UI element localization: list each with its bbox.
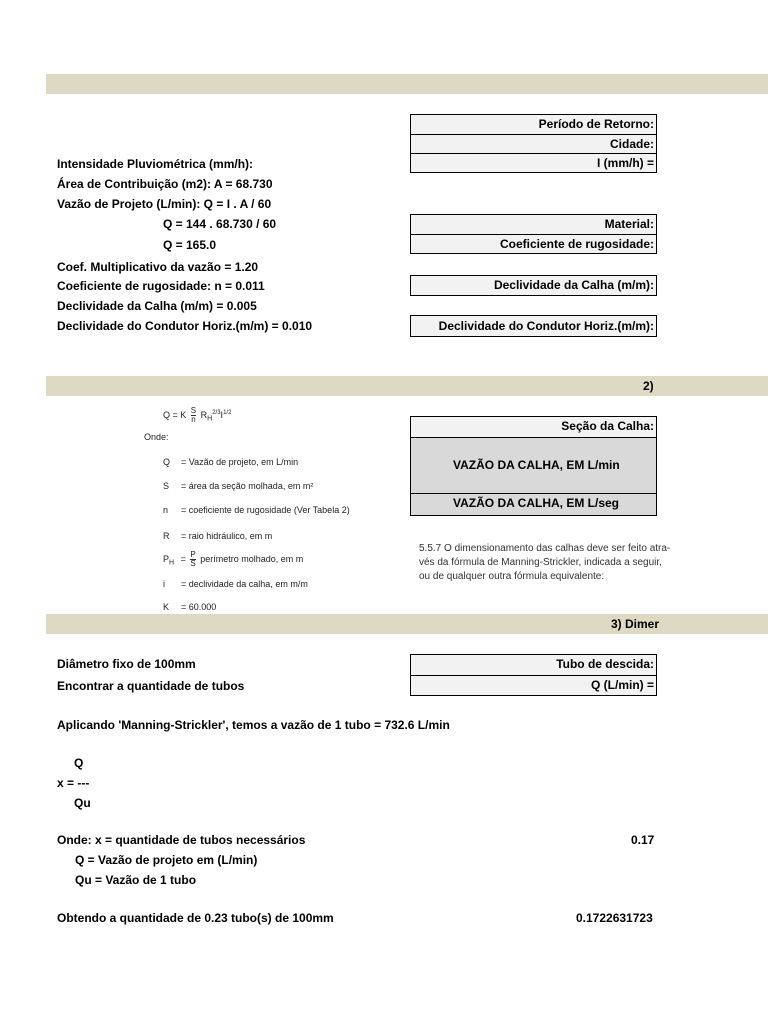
header-band (46, 74, 768, 94)
aplicando-line: Aplicando 'Manning-Strickler', temos a vazão de 1 tubo = 732.6 L/min (57, 718, 450, 732)
def-n: n = coeficiente de rugosidade (Ver Tabela 2) (163, 505, 350, 515)
x-denominator: Qu (74, 796, 91, 810)
tubo-descida-box (410, 654, 657, 696)
decliv-condutor-box (410, 315, 657, 337)
periodo-retorno-label: Período de Retorno: (411, 115, 656, 135)
x-numerator: Q (74, 756, 84, 770)
vazao-lmin-box (410, 437, 657, 494)
secao-calha-label: Seção da Calha: (561, 419, 654, 433)
value-long: 0.1722631723 (576, 911, 653, 925)
section-2-band (46, 376, 768, 396)
nbr-text-1: 5.5.7 O dimensionamento das calhas deve ser feito atra- (419, 543, 671, 554)
formula-main: Q = K $\frac{S}{n}$ $R_H^{2/3}I^{1/2}$ (163, 406, 232, 424)
material-box (410, 214, 657, 254)
area-line: Área de Contribuição (m2): A = 68.730 (57, 177, 273, 191)
decliv-calha-label: Declividade da Calha (m/m): (493, 278, 654, 292)
q-lmin-label: Q (L/min) = (591, 678, 654, 692)
decliv-condutor-label: Declividade do Condutor Horiz.(m/m): (438, 319, 654, 333)
periodo-box (410, 114, 657, 173)
diametro-line: Diâmetro fixo de 100mm (57, 657, 196, 671)
onde-qu-line: Qu = Vazão de 1 tubo (75, 873, 197, 887)
decliv-condutor-line: Declividade do Condutor Horiz.(m/m) = 0.010 (57, 319, 313, 333)
decliv-calha-line: Declividade da Calha (m/m) = 0.005 (57, 299, 257, 313)
value-017: 0.17 (631, 833, 655, 847)
def-k: K = 60.000 (163, 602, 217, 612)
vazao-lmin-label: VAZÃO DA CALHA, EM L/min (453, 458, 620, 472)
material-label: Material: (411, 215, 656, 235)
def-s: S = área da seção molhada, em m² (163, 481, 314, 491)
section-3-band (46, 614, 768, 634)
coef-rug-line: Coeficiente de rugosidade: n = 0.011 (57, 279, 265, 293)
coef-rugosidade-label: Coeficiente de rugosidade: (499, 237, 654, 251)
section-2-label: 2) (643, 379, 654, 393)
nbr-text-3: ou de qualquer outra fórmula equivalente: (419, 571, 605, 582)
section-3-label: 3) Dimer (611, 617, 660, 631)
def-r: R = raio hidráulico, em m (163, 531, 273, 541)
secao-calha-box (410, 416, 657, 438)
nbr-text-2: vés da fórmula de Manning-Strickler, indicada a seguir, (419, 557, 662, 568)
obtendo-line: Obtendo a quantidade de 0.23 tubo(s) de 100mm (57, 911, 334, 925)
encontrar-line: Encontrar a quantidade de tubos (57, 679, 245, 693)
vazao-lseg-box (410, 493, 657, 516)
vazao-projeto-line: Vazão de Projeto (L/min): Q = I . A / 60 (57, 197, 272, 211)
intensidade-label: I (mm/h) = (596, 156, 654, 170)
x-equation: x = --- (57, 776, 90, 790)
def-q: Q = Vazão de projeto, em L/min (163, 457, 299, 467)
def-i: i = declividade da calha, em m/m (163, 579, 308, 589)
q-calc-line: Q = 144 . 68.730 / 60 (163, 217, 277, 231)
vazao-lseg-label: VAZÃO DA CALHA, EM L/seg (453, 496, 620, 510)
formula-onde: Onde: (144, 432, 169, 442)
onde-q-line: Q = Vazão de projeto em (L/min) (75, 853, 258, 867)
decliv-calha-box (410, 275, 657, 296)
intensidade-line: Intensidade Pluviométrica (mm/h): (57, 157, 254, 171)
q-result-line: Q = 165.0 (163, 238, 217, 252)
cidade-label: Cidade: (411, 135, 656, 154)
onde-x-line: Onde: x = quantidade de tubos necessários (57, 833, 306, 847)
def-ph: $P_H$ = $\frac{P}{S}$ perímetro molhado, em m (163, 550, 304, 568)
tubo-descida-label: Tubo de descida: (411, 655, 656, 676)
coef-mult-line: Coef. Multiplicativo da vazão = 1.20 (57, 260, 259, 274)
